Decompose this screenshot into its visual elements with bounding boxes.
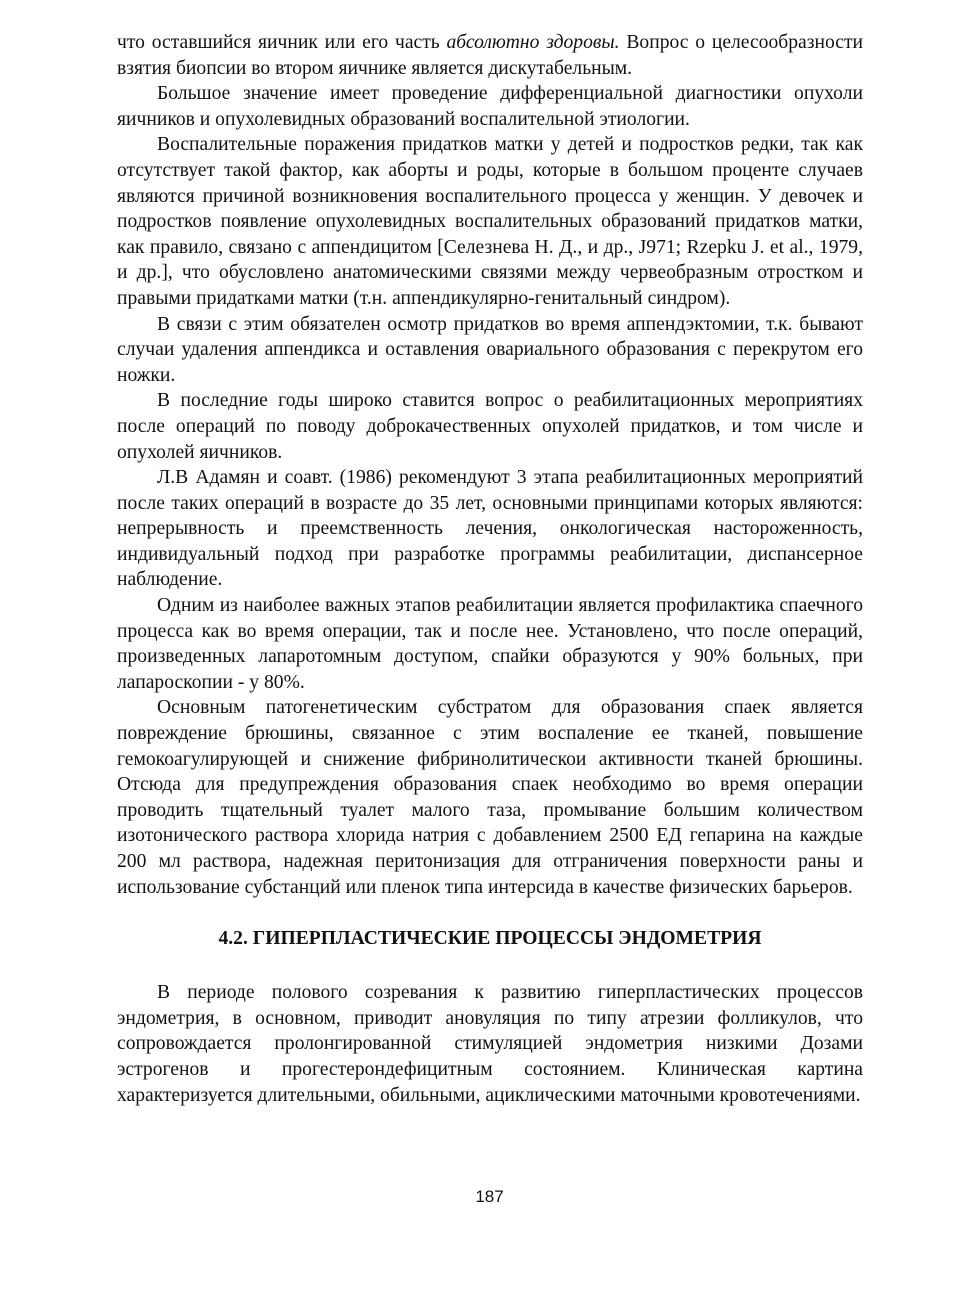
paragraph-6: Л.В Адамян и соавт. (1986) рекомендуют 3 этапа реабилитационных мероприятий после таких операций в возрасте до 35 лет, основными принципами которых являются: непрерывность и преемственность лечения, онкологическая настороженность, индивидуальный подход при разработке программы реабилитации, диспансерное наблюдение. [117, 467, 863, 591]
paragraph-3: Воспалительные поражения придатков матки у детей и подростков редки, так как отсутствует такой фактор, как аборты и роды, которые в большом проценте случаев являются причиной возникновения воспалительного процесса у женщин. У девочек и подростков появление опухолевидных воспалительных образований придатков матки, как правило, связано с аппендицитом [Селезнева Н. Д., и др., J971; Rzepku J. et al., 1979, и др.], что обусловлено анатомическими связями между червеобразным отростком и правыми придатками матки (т.н. аппендикулярно-генитальный синдром). [117, 134, 863, 309]
paragraph-2: Большое значение имеет проведение дифференциальной диагностики опухоли яичников и опухолевидных образований воспалительной этиологии. [117, 83, 863, 130]
section-heading: 4.2. ГИПЕРПЛАСТИЧЕСКИЕ ПРОЦЕССЫ ЭНДОМЕТРИЯ [218, 928, 762, 950]
section-paragraph: В периоде полового созревания к развитию гиперпластических процессов эндометрия, в основном, приводит ановуляция по типу атрезии фолликулов, что сопровождается пролонгированной стимуляцией эндометрия низкими Дозами эстрогенов и прогестерондефицитным состоянием. Клиническая картина характеризуется длительными, обильными, ациклическими маточными кровотечениями. [117, 982, 863, 1106]
paragraph-1-start: что оставшийся яичник или его часть [117, 32, 447, 53]
paragraph-1 [117, 30, 863, 81]
paragraph-5: В последние годы широко ставится вопрос о реабилитационных мероприятиях после операций по поводу доброкачественных опухолей придатков, и том числе и опухолей яичников. [117, 390, 863, 463]
paragraph-8: Основным патогенетическим субстратом для образования спаек является повреждение брюшины, связанное с этим воспаление ее тканей, повышение гемокоагулирующей и снижение фибринолитическои активности тканей брюшины. Отсюда для предупреждения образования спаек необходимо во время операции проводить тщательный туалет малого таза, промывание большим количеством изотонического раствора хлорида натрия с добавлением 2500 ЕД гепарина на каждые 200 мл раствора, надежная перитонизация для отграничения поверхности раны и использование субстанций или пленок типа интерсида в качестве физических барьеров. [117, 697, 863, 898]
document-page [117, 30, 863, 1108]
paragraph-4: В связи с этим обязателен осмотр придатков во время аппендэктомии, т.к. бывают случаи удаления аппендикса и оставления овариального образования с перекрутом его ножки. [117, 313, 863, 386]
page-number: 187 [475, 1187, 504, 1206]
paragraph-1-end: Вопрос о целесообразности взятия биопсии во втором яичнике является дискутабельным. [117, 32, 863, 79]
paragraph-7: Одним из наиболее важных этапов реабилитации является профилактика спаечного процесса как во время операции, так и после нее. Установлено, что после операций, произведенных лапаротомным доступом, спайки образуются у 90% больных, при лапароскопии - у 80%. [117, 595, 863, 693]
paragraph-1-italic-phrase: абсолютно здоровы. [446, 32, 620, 53]
